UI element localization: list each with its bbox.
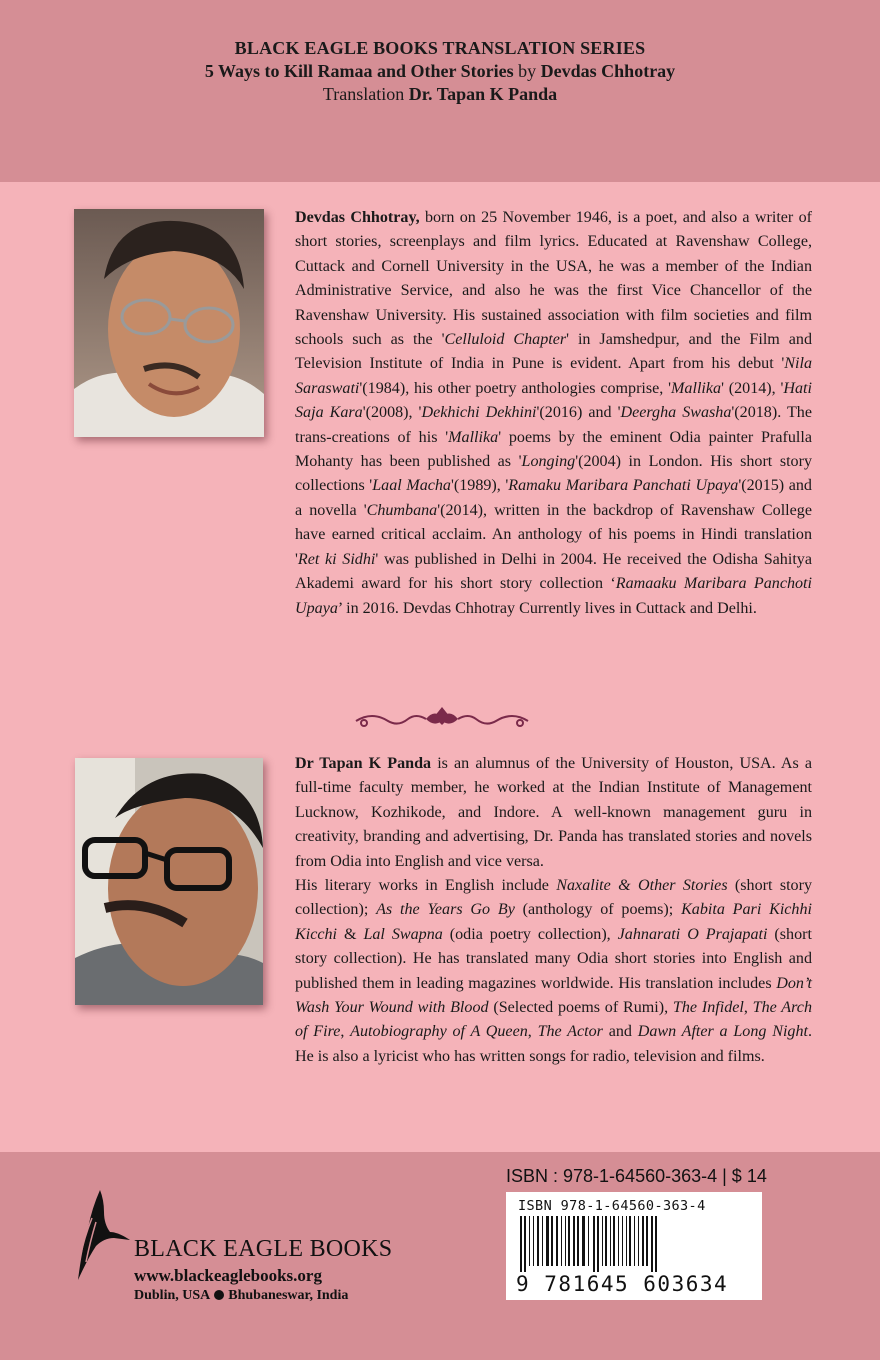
translator-bio [295, 752, 812, 1069]
barcode-bar [542, 1216, 543, 1266]
bio-title: Hati Saja Kara [295, 379, 812, 422]
location-bhubaneswar: Bhubaneswar, India [228, 1288, 349, 1303]
isbn-price: ISBN : 978-1-64560-363-4 | $ 14 [506, 1166, 767, 1186]
bio-text: '(2015) and a novella ' [295, 477, 812, 519]
barcode-bar [622, 1216, 623, 1266]
barcode-bar [520, 1216, 522, 1272]
barcode-bar [524, 1216, 526, 1272]
barcode [506, 1192, 762, 1300]
cover-footer [0, 1152, 880, 1360]
bio-text: ’ in 2016. Devdas Chhotray Currently lives in Cuttack and Delhi. [337, 599, 757, 617]
bio-text: (odia poetry collection), [442, 925, 618, 943]
barcode-bar [597, 1216, 599, 1272]
publisher-name: BLACK EAGLE BOOKS [134, 1236, 393, 1262]
bio-title: Nila Saraswati [295, 355, 812, 397]
barcode-bar [582, 1216, 585, 1266]
bio-text: '(1989), ' [450, 477, 509, 495]
barcode-bar [568, 1216, 570, 1266]
bio-title: Celluloid Chapter [444, 331, 567, 349]
book-title-line [0, 61, 880, 82]
by-label: by [518, 61, 537, 81]
bio-text: '(2018). The trans-creations of his ' [295, 404, 812, 446]
barcode-bar [638, 1216, 639, 1266]
bio-title: Kabita Pari Kichhi Kicchi [295, 901, 813, 943]
bio-text: born on 25 November 1946, is a poet, and also a writer of short stories, screenplays and film lyrics. Educated at Ravenshaw College, Cuttack and Cornell University in the USA, he was a member of the Indian Administrative Service, and also he was the first Vice Chancellor of the Ravenshaw University. His sustained association with film societies and film schools such as the ' [295, 209, 812, 349]
barcode-bar [593, 1216, 595, 1272]
barcode-bar [642, 1216, 644, 1266]
barcode-bar [651, 1216, 653, 1272]
bio-title: Longing [521, 453, 576, 471]
bio-text: , [527, 1023, 538, 1041]
bio-text: . He is also a lyricist who has written songs for radio, television and films. [295, 1023, 813, 1065]
bio-title: Dekhichi Dekhini [421, 404, 537, 422]
bio-title: Naxalite & Other Stories [556, 877, 728, 895]
barcode-bar [610, 1216, 611, 1266]
bio-text: ' (2014), ' [721, 379, 784, 397]
bio-text: '(1984), his other poetry anthologies comprise, ' [359, 379, 672, 397]
barcode-isbn-text: ISBN 978-1-64560-363-4 [518, 1198, 706, 1214]
bio-title: Chumbana [366, 501, 438, 519]
bio-title: Don’t Wash Your Wound with Blood [295, 974, 812, 1017]
bio-title: Ret ki Sidhi [297, 550, 376, 568]
bio-text: '(2014), written in the backdrop of Ravenshaw College have earned critical acclaim. An anthology of his poems in Hindi translation ' [295, 501, 812, 568]
bio-text: (short story collection); [295, 877, 813, 919]
author-photo [74, 209, 264, 437]
bio-text: '(2016) and ' [536, 404, 621, 422]
bio-text: '(2004) in London. His short story collections ' [295, 453, 813, 495]
barcode-bar [529, 1216, 530, 1266]
barcode-bar [629, 1216, 631, 1266]
bio-text: and [602, 1023, 638, 1041]
barcode-bar [537, 1216, 539, 1266]
bio-title: Ramaku Maribara Panchati Upaya [508, 477, 739, 495]
bio-title: Deergha Swasha [620, 404, 732, 422]
barcode-bar [605, 1216, 607, 1266]
bio-text: (Selected poems of Rumi), [488, 999, 673, 1017]
barcode-bar [577, 1216, 579, 1266]
bio-text: ' was published in Delhi in 2004. He received the Odisha Sahitya Akademi award for his short story collection ‘ [295, 550, 812, 593]
bio-text: , [340, 1023, 351, 1041]
bio-text: is an alumnus of the University of Houston, USA. As a full-time faculty member, he worked at the Indian Institute of Management Lucknow, Kozhikode, and Indore. A well-known management guru in creativity, branding and advertising, Dr. Panda has translated stories and novels from Odia into English and vice versa. [295, 755, 813, 870]
barcode-bar [626, 1216, 627, 1266]
bio-title: Jahnarati O Prajapati [617, 925, 768, 943]
author-bio [295, 206, 812, 621]
bio-title: Mallika [671, 379, 722, 397]
barcode-bar [655, 1216, 657, 1272]
bio-title: Ramaaku Maribara Panchoti Upaya [295, 575, 812, 617]
ornament-divider [352, 703, 532, 733]
barcode-bars [516, 1216, 752, 1272]
bio-text: ' in Jamshedpur, and the Film and Television Institute of India in Pune is evident. Apart from his debut ' [295, 331, 812, 373]
bio-text: , [743, 999, 753, 1017]
book-title: 5 Ways to Kill Ramaa and Other Stories [204, 61, 514, 81]
barcode-bar [588, 1216, 589, 1266]
barcode-bar [546, 1216, 549, 1266]
translation-label: Translation [322, 84, 405, 104]
barcode-number: 9 781645 603634 [516, 1272, 729, 1296]
barcode-bar [565, 1216, 566, 1266]
barcode-bar [613, 1216, 615, 1266]
bio-text: (anthology of poems); [514, 901, 682, 919]
bio-title: Lal Swapna [363, 925, 443, 943]
barcode-bar [533, 1216, 534, 1266]
barcode-bar [551, 1216, 553, 1266]
eagle-logo-icon [74, 1188, 134, 1284]
bio-text: ' poems by the eminent Odia painter Prafulla Mohanty has been published as ' [295, 428, 812, 471]
bio-title: Mallika [448, 428, 499, 446]
barcode-bar [573, 1216, 575, 1266]
bio-text: & [337, 925, 364, 943]
bio-title: The Actor [537, 1023, 603, 1041]
translation-line [0, 84, 880, 105]
series-title: BLACK EAGLE BOOKS TRANSLATION SERIES [234, 38, 646, 58]
bullet-icon [214, 1290, 224, 1300]
bio-title: Autobiography of A Queen [350, 1023, 528, 1041]
bio-text: (short story collection). He has translated many Odia short stories into English and published them in leading magazines worldwide. His translation includes [295, 925, 812, 992]
bio-title: The Infidel [672, 999, 744, 1017]
publisher-website: www.blackeaglebooks.org [134, 1266, 322, 1285]
translator-bio-name: Dr Tapan K Panda [295, 755, 432, 772]
bio-title: Dawn After a Long Night [637, 1023, 808, 1041]
barcode-bar [556, 1216, 558, 1266]
barcode-bar [618, 1216, 619, 1266]
bio-text: His literary works in English include [295, 877, 557, 895]
location-dublin: Dublin, USA [134, 1288, 211, 1303]
bio-title: The Arch of Fire [295, 999, 812, 1041]
author-bio-name: Devdas Chhotray, [295, 209, 420, 226]
translator-photo [75, 758, 263, 1005]
bio-text: '(2008), ' [362, 404, 422, 422]
bio-title: As the Years Go By [376, 901, 515, 919]
cover-header [0, 0, 880, 182]
barcode-bar [602, 1216, 603, 1266]
translator-name: Dr. Tapan K Panda [408, 84, 558, 104]
barcode-bar [634, 1216, 635, 1266]
author-name: Devdas Chhotray [540, 61, 676, 81]
bio-title: Laal Macha [372, 477, 451, 495]
publisher-locations [134, 1288, 348, 1304]
barcode-bar [646, 1216, 648, 1266]
barcode-bar [561, 1216, 562, 1266]
